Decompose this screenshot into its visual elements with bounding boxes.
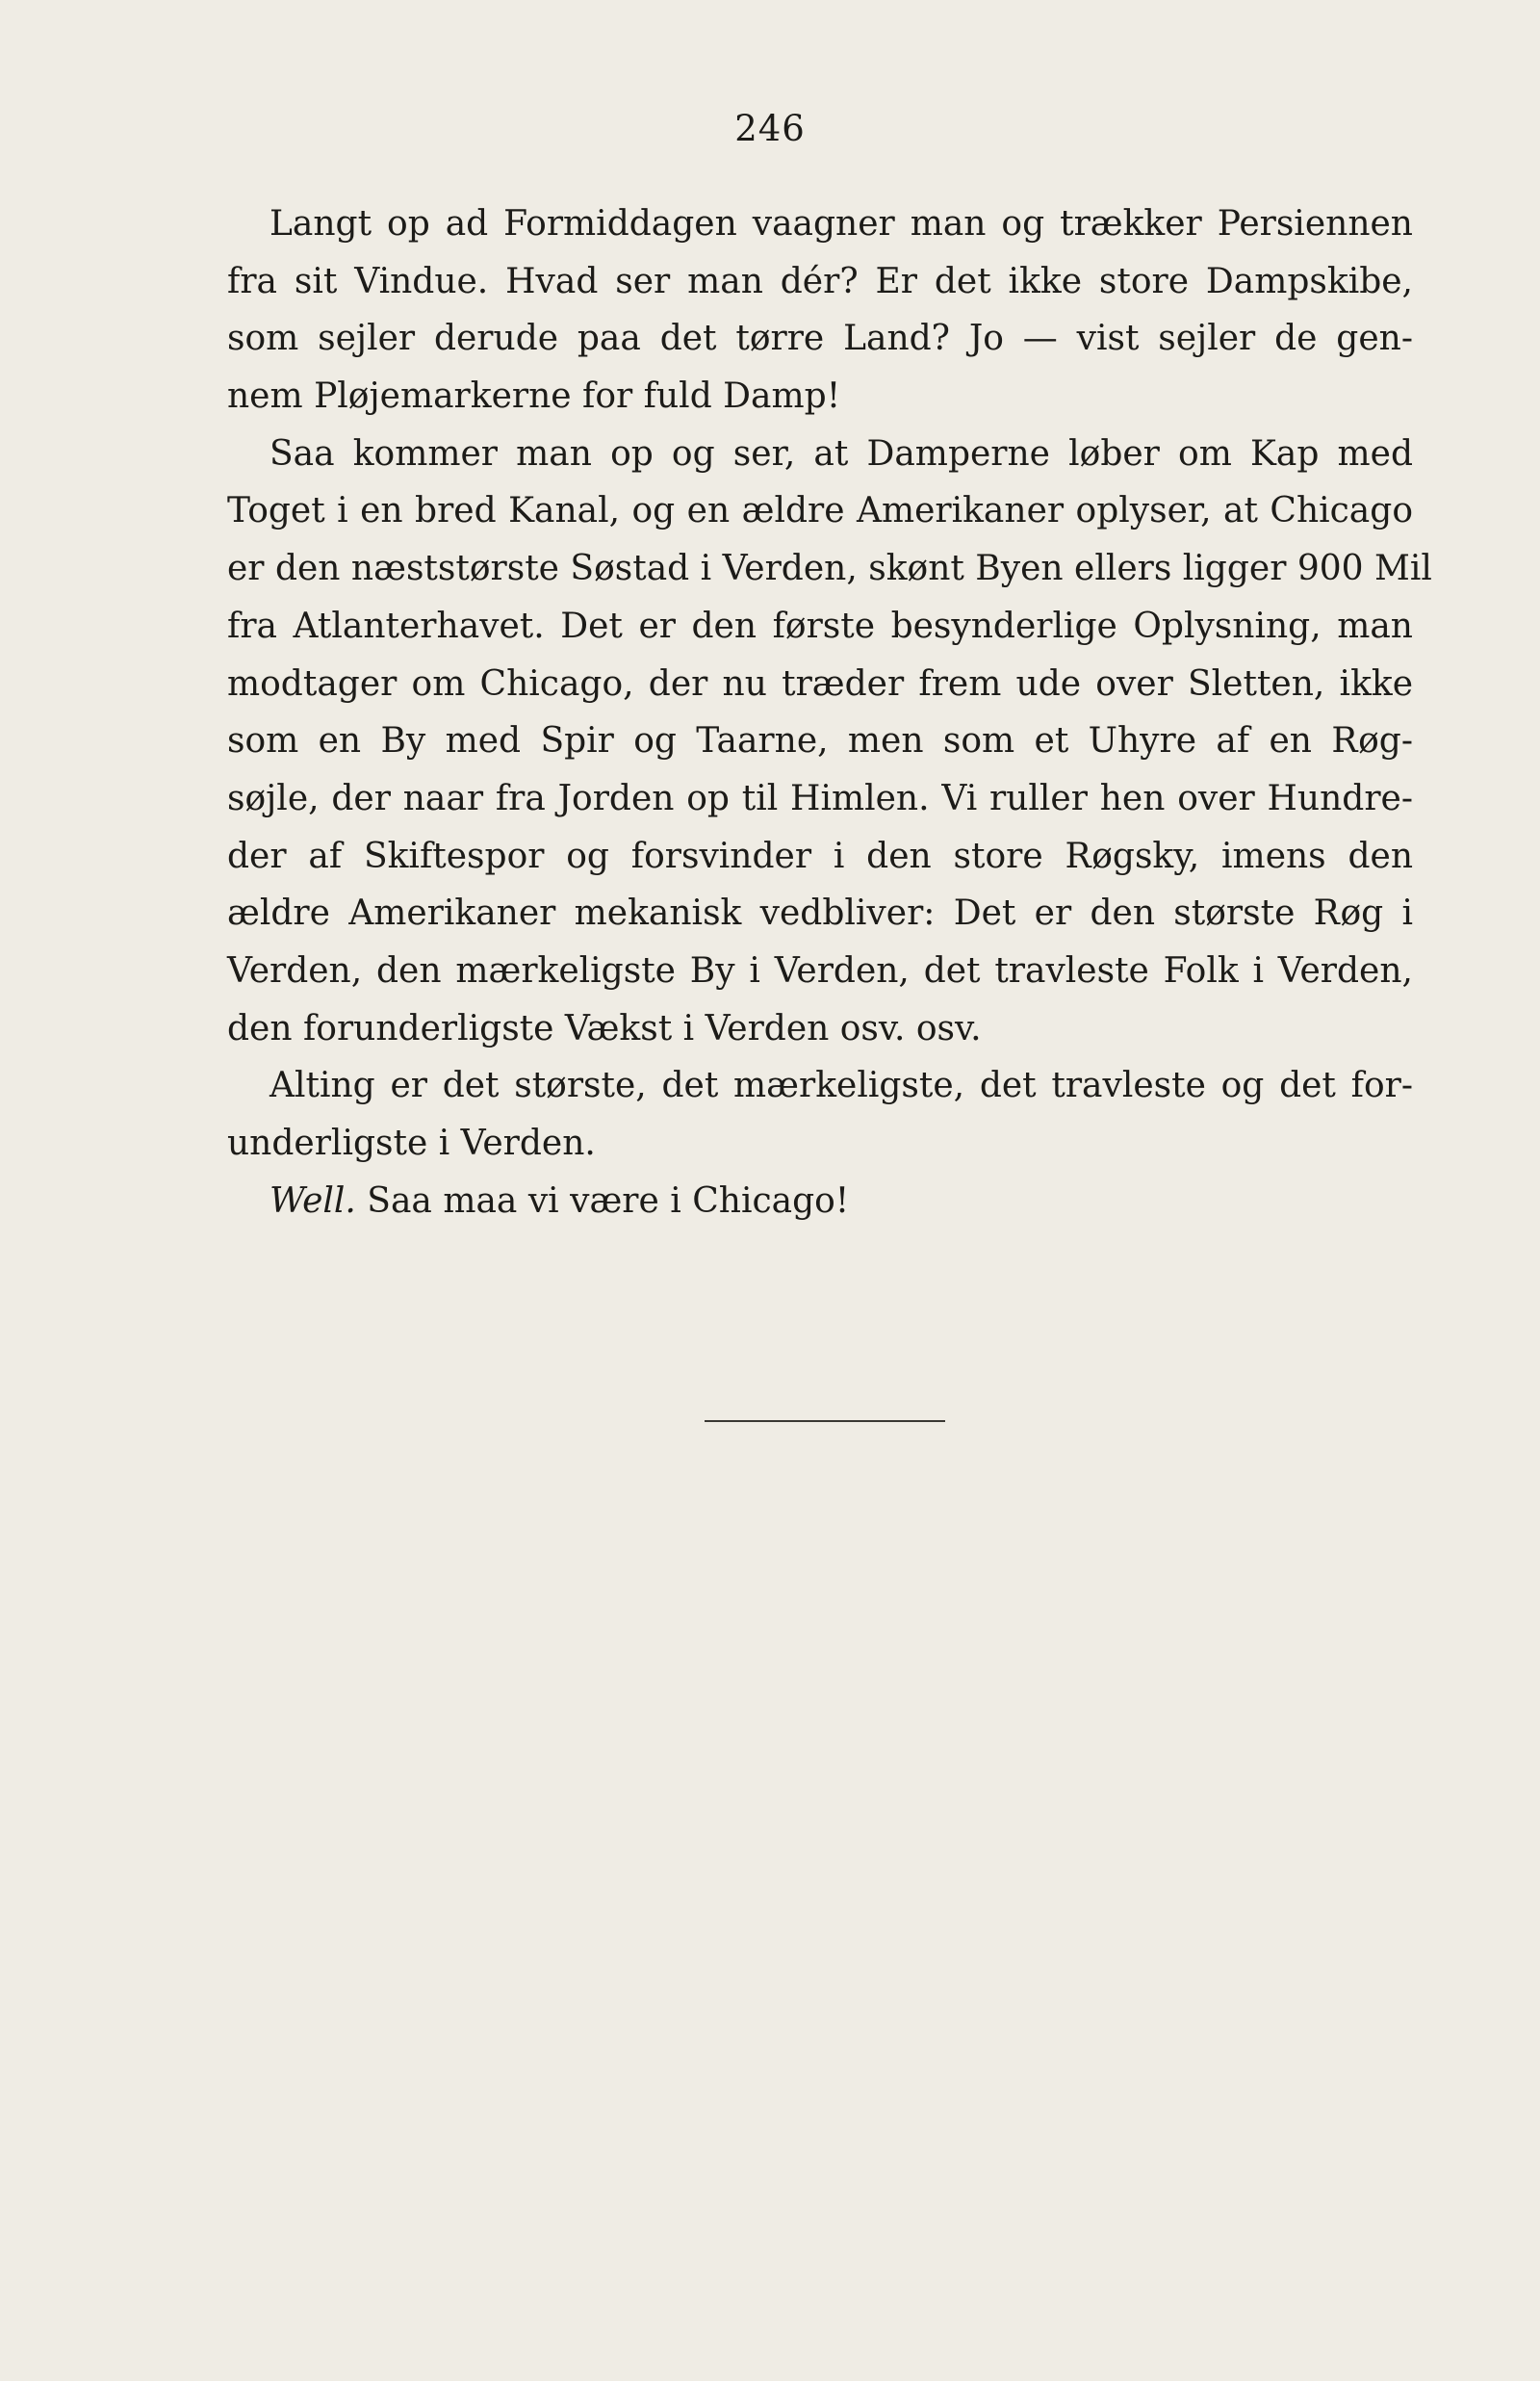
page-number: 246 <box>734 108 806 149</box>
text-line: Toget i en bred Kanal, og en ældre Amerikaner oplyser, at Chicago <box>227 491 1413 531</box>
text-line: Langt op ad Formiddagen vaagner man og trækker Persiennen <box>270 204 1413 244</box>
end-rule-divider <box>705 1420 945 1422</box>
text-line: ældre Amerikaner mekanisk vedbliver: Det er den største Røg i <box>227 893 1413 934</box>
text-line: nem Pløjemarkerne for fuld Damp! <box>227 376 841 417</box>
paragraph-4 <box>227 1173 1413 1230</box>
text-line: fra Atlanterhavet. Det er den første besynderlige Oplysning, man <box>227 606 1413 646</box>
text-line: modtager om Chicago, der nu træder frem ude over Sletten, ikke <box>227 663 1413 704</box>
paragraph-3 <box>227 1057 1413 1172</box>
text-line: der af Skiftespor og forsvinder i den store Røgsky, imens den <box>227 836 1413 876</box>
text-line: underligste i Verden. <box>227 1124 596 1163</box>
text-line: søjle, der naar fra Jorden op til Himlen. Vi ruller hen over Hundre- <box>227 778 1413 818</box>
text-line: Verden, den mærkeligste By i Verden, det travleste Folk i Verden, <box>227 950 1413 991</box>
text-line <box>227 1173 1413 1230</box>
text-run: Saa maa vi være i Chicago! <box>355 1180 850 1221</box>
paragraph-2 <box>227 426 1432 1058</box>
text-line: fra sit Vindue. Hvad ser man dér? Er det ikke store Dampskibe, <box>227 261 1413 301</box>
text-line: Saa kommer man op og ser, at Damperne løber om Kap med <box>270 433 1413 474</box>
paragraph-1 <box>227 195 1413 426</box>
text-line: som en By med Spir og Taarne, men som et Uhyre af en Røg- <box>227 721 1413 762</box>
text-line: den forunderligste Vækst i Verden osv. osv. <box>227 1008 982 1048</box>
body-text <box>227 195 1432 1229</box>
text-line: Alting er det største, det mærkeligste, det travleste og det for- <box>270 1066 1413 1106</box>
text-line: som sejler derude paa det tørre Land? Jo — vist sejler de gen- <box>227 319 1413 359</box>
italic-word: Well. <box>270 1180 356 1221</box>
text-line: er den næststørste Søstad i Verden, skønt Byen ellers ligger 900 Mil <box>227 549 1432 589</box>
